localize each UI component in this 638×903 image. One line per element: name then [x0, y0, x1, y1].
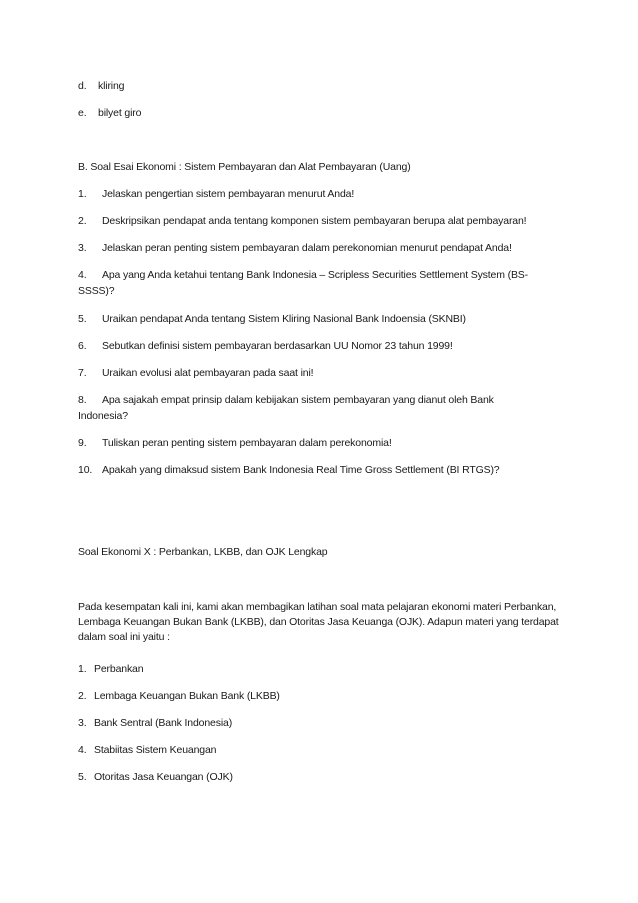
topic-text: Perbankan	[94, 663, 144, 675]
question-text: Apakah yang dimaksud sistem Bank Indonesia Real Time Gross Settlement (BI RTGS)?	[102, 464, 500, 476]
option-e	[78, 107, 141, 120]
question-item	[78, 242, 512, 255]
question-text: Uraikan evolusi alat pembayaran pada saat ini!	[102, 367, 314, 379]
question-text: Tuliskan peran penting sistem pembayaran dalam perekonomia!	[102, 437, 392, 449]
section-b-heading: B. Soal Esai Ekonomi : Sistem Pembayaran dan Alat Pembayaran (Uang)	[78, 161, 411, 173]
question-item	[78, 269, 528, 282]
topic-item	[78, 690, 280, 703]
question-number: 3.	[78, 242, 87, 254]
topic-number: 1.	[78, 663, 87, 675]
question-number: 7.	[78, 367, 87, 379]
topic-text: Lembaga Keuangan Bukan Bank (LKBB)	[94, 690, 280, 702]
option-letter: d.	[78, 80, 87, 92]
question-text: Sebutkan definisi sistem pembayaran berdasarkan UU Nomor 23 tahun 1999!	[102, 340, 453, 352]
question-item	[78, 394, 494, 407]
question-number: 8.	[78, 394, 87, 406]
question-number: 5.	[78, 313, 87, 325]
question-text: Uraikan pendapat Anda tentang Sistem Kliring Nasional Bank Indoensia (SKNBI)	[102, 313, 466, 325]
question-continuation: Indonesia?	[78, 410, 128, 422]
option-text: kliring	[98, 80, 125, 92]
topic-text: Bank Sentral (Bank Indonesia)	[94, 717, 233, 729]
question-item	[78, 464, 500, 477]
question-text: Apa sajakah empat prinsip dalam kebijakan sistem pembayaran yang dianut oleh Bank	[102, 394, 494, 406]
question-number: 9.	[78, 437, 87, 449]
question-item	[78, 437, 392, 450]
question-number: 4.	[78, 269, 87, 281]
question-text: Apa yang Anda ketahui tentang Bank Indonesia – Scripless Securities Settlement System (BS-	[102, 269, 528, 281]
question-item	[78, 313, 466, 326]
topic-number: 5.	[78, 771, 87, 783]
topic-item	[78, 717, 232, 730]
intro-paragraph: Pada kesempatan kali ini, kami akan membagikan latihan soal mata pelajaran ekonomi materi Perbankan, Lembaga Keuangan Bukan Bank (LKBB), dan Otoritas Jasa Keuanga (OJK). Adapun materi yang terdapat dalam soal ini yaitu :	[78, 601, 559, 643]
topic-item	[78, 744, 216, 757]
topic-item	[78, 663, 143, 676]
question-number: 2.	[78, 215, 87, 227]
question-number: 10.	[78, 464, 93, 476]
question-item	[78, 188, 354, 201]
question-item	[78, 215, 526, 228]
question-number: 6.	[78, 340, 87, 352]
option-text: bilyet giro	[98, 107, 142, 119]
topic-text: Otoritas Jasa Keuangan (OJK)	[94, 771, 233, 783]
question-number: 1.	[78, 188, 87, 200]
option-d	[78, 80, 124, 93]
question-item	[78, 340, 453, 353]
question-text: Deskripsikan pendapat anda tentang komponen sistem pembayaran berupa alat pembayaran!	[102, 215, 527, 227]
section-x-heading: Soal Ekonomi X : Perbankan, LKBB, dan OJK Lengkap	[78, 546, 328, 558]
question-text: Jelaskan pengertian sistem pembayaran menurut Anda!	[102, 188, 355, 200]
topic-number: 3.	[78, 717, 87, 729]
question-text: Jelaskan peran penting sistem pembayaran dalam perekonomian menurut pendapat Anda!	[102, 242, 512, 254]
topic-text: Stabiitas Sistem Keuangan	[94, 744, 217, 756]
topic-number: 2.	[78, 690, 87, 702]
option-letter: e.	[78, 107, 87, 119]
question-item	[78, 367, 313, 380]
question-continuation: SSSS)?	[78, 285, 115, 297]
topic-item	[78, 771, 233, 784]
topic-number: 4.	[78, 744, 87, 756]
